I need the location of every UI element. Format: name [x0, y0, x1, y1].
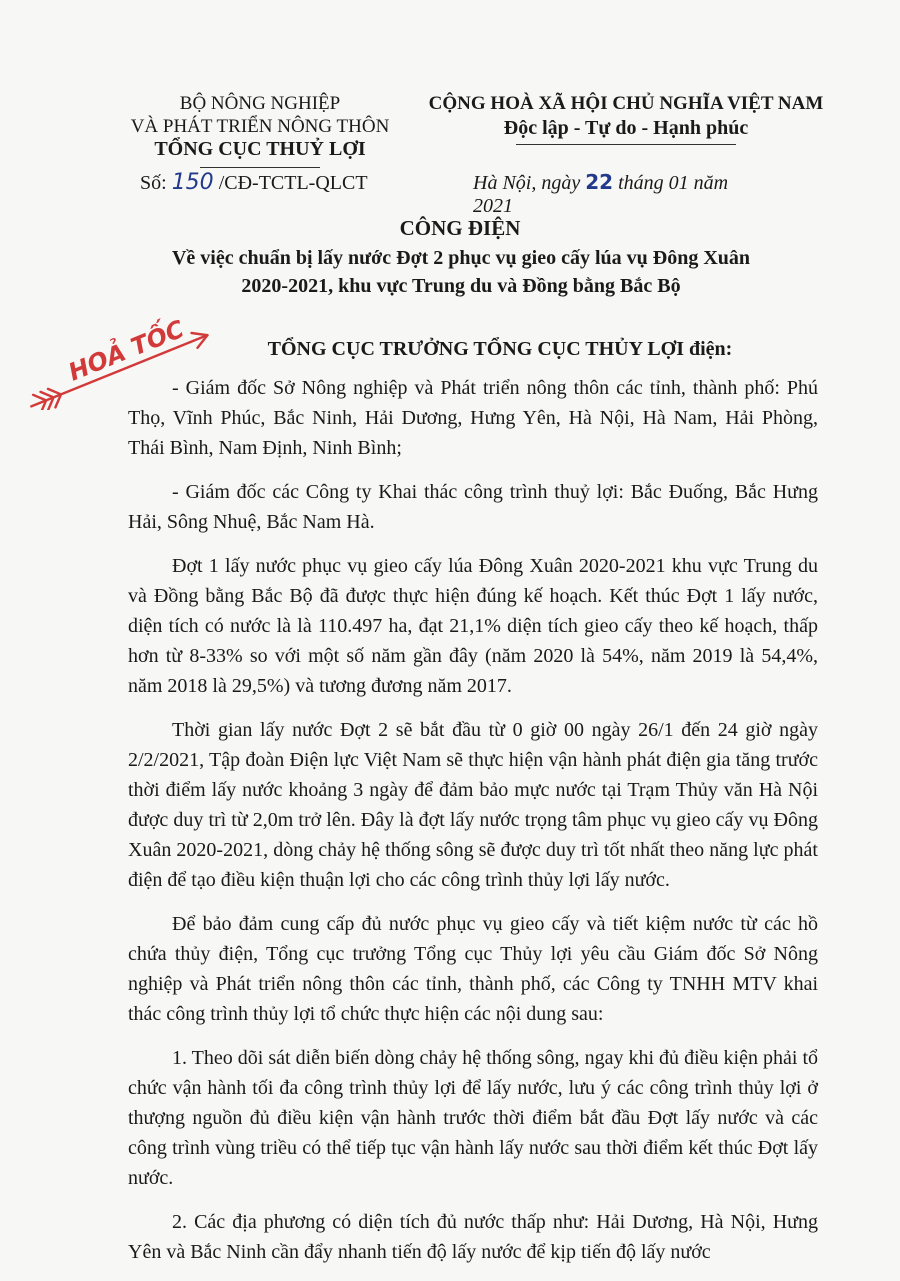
ministry-name-cont: VÀ PHÁT TRIỂN NÔNG THÔN: [130, 116, 390, 137]
doc-number-code: /CĐ-TCTL-QLCT: [218, 172, 368, 194]
body-paragraph-request: Để bảo đảm cung cấp đủ nước phục vụ gieo cấy và tiết kiệm nước từ các hồ chứa thủy điện, Tổng cục trưởng Tổng cục Thủy lợi yêu cầu Giám đốc Sở Nông nghiệp và Phát triển nông thôn các tỉnh, thành phố, các Công ty TNHH MTV khai thác công trình thủy lợi tổ chức thực hiện các nội dung sau:: [128, 913, 818, 1025]
body-item-1: 1. Theo dõi sát diễn biến dòng chảy hệ thống sông, ngay khi đủ điều kiện phải tổ chức vận hành tối đa công trình thủy lợi để lấy nước, lưu ý các công trình thủy lợi ở thượng nguồn đủ điều kiện vận hành trước thời điểm bắt đầu Đợt lấy nước và các công trình vùng triều có thể tiếp tục vận hành lấy nước sau thời điểm kết thúc Đợt lấy nước.: [128, 1047, 818, 1189]
motto-underline: [516, 144, 736, 145]
body-paragraph-schedule: Thời gian lấy nước Đợt 2 sẽ bắt đầu từ 0 giờ 00 ngày 26/1 đến 24 giờ ngày 2/2/2021, Tập đoàn Điện lực Việt Nam sẽ thực hiện vận hành phát điện gia tăng trước thời điểm lấy nước khoảng 3 ngày để đảm bảo mực nước tại Trạm Thủy văn Hà Nội được duy trì từ 2,0m trở lên. Đây là đợt lấy nước trọng tâm phục vụ gieo cấy vụ Đông Xuân 2020-2021, dòng chảy hệ thống sông sẽ được duy trì tốt nhất theo năng lực phát điện để tạo điều kiện thuận lợi cho các công trình thủy lợi lấy nước.: [128, 719, 818, 891]
country-name: CỘNG HOÀ XÃ HỘI CHỦ NGHĨA VIỆT NAM: [428, 93, 824, 114]
date-suffix: tháng 01 năm 2021: [473, 172, 729, 217]
subject-line-1: Về việc chuẩn bị lấy nước Đợt 2 phục vụ gieo cấy lúa vụ Đông Xuân: [171, 247, 751, 269]
document-date: [473, 170, 773, 218]
national-motto: Độc lập - Tự do - Hạnh phúc: [503, 117, 749, 139]
document-body: [128, 373, 818, 1281]
doc-number-label: Số:: [140, 172, 167, 194]
document-title: CÔNG ĐIỆN: [399, 216, 521, 240]
document-number: [140, 170, 368, 195]
recipients-paragraph-2: - Giám đốc các Công ty Khai thác công trình thuỷ lợi: Bắc Đuống, Bắc Hưng Hải, Sông Nhuệ, Bắc Nam Hà.: [128, 481, 818, 533]
body-item-2: 2. Các địa phương có diện tích đủ nước thấp như: Hải Dương, Hà Nội, Hưng Yên và Bắc Ninh cần đẩy nhanh tiến độ lấy nước để kịp tiến độ lấy nước: [128, 1211, 818, 1263]
document-subject: [100, 244, 822, 300]
national-header: [416, 91, 836, 145]
issuer-header: [110, 92, 410, 168]
subject-line-2: 2020-2021, khu vực Trung du và Đồng bằng Bắc Bộ: [241, 275, 681, 297]
addressee-line: TỔNG CỤC TRƯỞNG TỔNG CỤC THỦY LỢI điện:: [267, 338, 733, 360]
body-paragraph-result: Đợt 1 lấy nước phục vụ gieo cấy lúa Đông Xuân 2020-2021 khu vực Trung du và Đồng bằng Bắc Bộ đã được thực hiện đúng kế hoạch. Kết thúc Đợt 1 lấy nước, diện tích có nước là là 110.497 ha, đạt 21,1% diện tích gieo cấy theo kế hoạch, thấp hơn từ 8-33% so với một số năm gần đây (năm 2020 là 54%, năm 2019 là 54,4%, năm 2018 là 29,5%) và tương đương năm 2017.: [128, 555, 818, 697]
ministry-name: BỘ NÔNG NGHIỆP: [179, 93, 341, 114]
issuer-underline: [200, 167, 320, 168]
date-prefix: Hà Nội, ngày: [473, 172, 581, 194]
urgent-stamp-label: HOẢ TỐC: [64, 314, 188, 387]
doc-number-handwritten: 150: [171, 170, 214, 195]
date-day-handwritten: 22: [585, 170, 614, 194]
recipients-paragraph-1: - Giám đốc Sở Nông nghiệp và Phát triển nông thôn các tỉnh, thành phố: Phú Thọ, Vĩnh Phúc, Bắc Ninh, Hải Dương, Hưng Yên, Hà Nội, Hà Nam, Hải Phòng, Thái Bình, Nam Định, Ninh Bình;: [128, 377, 818, 459]
agency-name: TỔNG CỤC THUỶ LỢI: [154, 138, 366, 160]
